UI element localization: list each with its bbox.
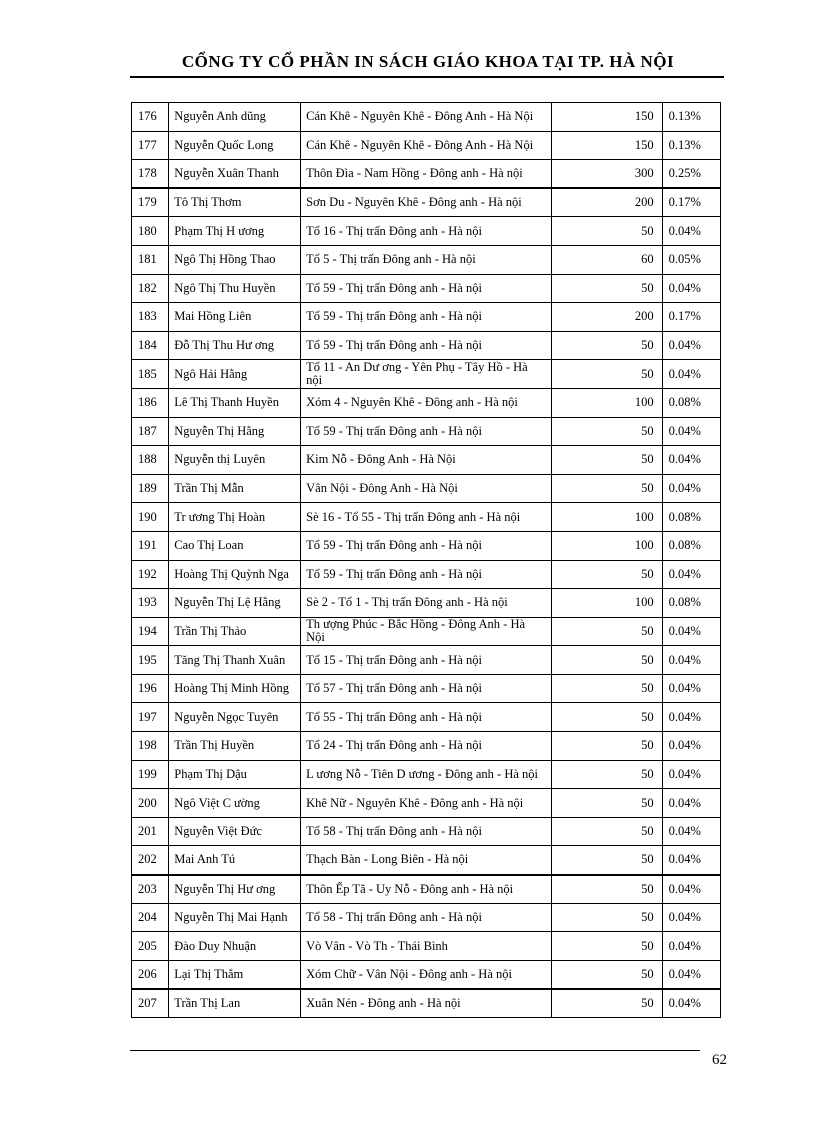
share-quantity: 50 bbox=[551, 817, 662, 846]
shareholder-address: Tổ 59 - Thị trấn Đông anh - Hà nội bbox=[301, 303, 552, 332]
shareholder-name: Nguyễn thị Luyên bbox=[169, 446, 301, 475]
table-row bbox=[132, 846, 721, 875]
shareholder-name: Đỗ Thị Thu Hư ơng bbox=[169, 331, 301, 360]
table-row bbox=[132, 274, 721, 303]
shareholder-address: Thạch Bàn - Long Biên - Hà nội bbox=[301, 846, 552, 875]
row-number: 196 bbox=[132, 674, 169, 703]
table-row bbox=[132, 617, 721, 646]
shareholder-name: Lê Thị Thanh Huyền bbox=[169, 388, 301, 417]
shareholder-address: L ương Nỗ - Tiên D ương - Đông anh - Hà nội bbox=[301, 760, 552, 789]
shareholder-address: Cán Khê - Nguyên Khê - Đông Anh - Hà Nội bbox=[301, 131, 552, 160]
row-number: 180 bbox=[132, 217, 169, 246]
shareholder-name: Nguyễn Thị Hư ơng bbox=[169, 875, 301, 904]
table-row bbox=[132, 131, 721, 160]
shareholder-name: Tr ương Thị Hoàn bbox=[169, 503, 301, 532]
table-row bbox=[132, 703, 721, 732]
share-quantity: 50 bbox=[551, 674, 662, 703]
share-quantity: 60 bbox=[551, 245, 662, 274]
share-percentage: 0.08% bbox=[662, 503, 720, 532]
shareholder-name: Tăng Thị Thanh Xuân bbox=[169, 646, 301, 675]
shareholder-address: Thôn Ếp Tã - Uy Nỗ - Đông anh - Hà nội bbox=[301, 875, 552, 904]
share-percentage: 0.04% bbox=[662, 446, 720, 475]
share-quantity: 50 bbox=[551, 560, 662, 589]
table-row bbox=[132, 103, 721, 132]
shareholder-name: Đào Duy Nhuận bbox=[169, 932, 301, 961]
shareholder-address: Tổ 59 - Thị trấn Đông anh - Hà nội bbox=[301, 274, 552, 303]
shareholder-address: Tổ 5 - Thị trấn Đông anh - Hà nội bbox=[301, 245, 552, 274]
share-quantity: 50 bbox=[551, 446, 662, 475]
shareholder-name: Nguyễn Quốc Long bbox=[169, 131, 301, 160]
row-number: 197 bbox=[132, 703, 169, 732]
share-percentage: 0.13% bbox=[662, 131, 720, 160]
share-quantity: 50 bbox=[551, 474, 662, 503]
share-percentage: 0.17% bbox=[662, 303, 720, 332]
share-quantity: 50 bbox=[551, 875, 662, 904]
row-number: 178 bbox=[132, 160, 169, 189]
share-quantity: 200 bbox=[551, 303, 662, 332]
share-quantity: 100 bbox=[551, 503, 662, 532]
share-percentage: 0.04% bbox=[662, 817, 720, 846]
table-row bbox=[132, 646, 721, 675]
share-percentage: 0.04% bbox=[662, 989, 720, 1018]
table-row bbox=[132, 760, 721, 789]
shareholder-address: Tổ 59 - Thị trấn Đông anh - Hà nội bbox=[301, 531, 552, 560]
row-number: 183 bbox=[132, 303, 169, 332]
row-number: 206 bbox=[132, 960, 169, 989]
share-quantity: 50 bbox=[551, 274, 662, 303]
share-percentage: 0.04% bbox=[662, 474, 720, 503]
shareholder-address: Xóm 4 - Nguyên Khê - Đông anh - Hà nội bbox=[301, 388, 552, 417]
row-number: 179 bbox=[132, 188, 169, 217]
table-row bbox=[132, 531, 721, 560]
row-number: 207 bbox=[132, 989, 169, 1018]
table-row bbox=[132, 932, 721, 961]
shareholder-address: Th ượng Phúc - Bắc Hồng - Đông Anh - Hà Nội bbox=[301, 617, 552, 646]
shareholder-address: Tổ 55 - Thị trấn Đông anh - Hà nội bbox=[301, 703, 552, 732]
row-number: 189 bbox=[132, 474, 169, 503]
shareholder-address: Khê Nữ - Nguyên Khê - Đông anh - Hà nội bbox=[301, 789, 552, 818]
share-percentage: 0.17% bbox=[662, 188, 720, 217]
share-percentage: 0.25% bbox=[662, 160, 720, 189]
share-quantity: 50 bbox=[551, 760, 662, 789]
shareholder-name: Nguyễn Thị Hằng bbox=[169, 417, 301, 446]
share-percentage: 0.04% bbox=[662, 932, 720, 961]
shareholder-address: Thôn Đìa - Nam Hồng - Đông anh - Hà nội bbox=[301, 160, 552, 189]
shareholder-address: Tổ 16 - Thị trấn Đông anh - Hà nội bbox=[301, 217, 552, 246]
row-number: 199 bbox=[132, 760, 169, 789]
table-row bbox=[132, 360, 721, 389]
shareholder-name: Trần Thị Lan bbox=[169, 989, 301, 1018]
row-number: 186 bbox=[132, 388, 169, 417]
row-number: 184 bbox=[132, 331, 169, 360]
table-row bbox=[132, 160, 721, 189]
page-number: 62 bbox=[712, 1052, 727, 1068]
share-percentage: 0.04% bbox=[662, 789, 720, 818]
shareholder-address: Cán Khê - Nguyên Khê - Đông Anh - Hà Nội bbox=[301, 103, 552, 132]
table-row bbox=[132, 245, 721, 274]
share-quantity: 50 bbox=[551, 903, 662, 932]
shareholder-name: Ngô Thị Thu Huyền bbox=[169, 274, 301, 303]
table-row bbox=[132, 417, 721, 446]
share-quantity: 300 bbox=[551, 160, 662, 189]
share-quantity: 150 bbox=[551, 103, 662, 132]
row-number: 193 bbox=[132, 589, 169, 618]
shareholder-address: Vò Vân - Vò Th - Thái Bình bbox=[301, 932, 552, 961]
shareholder-name: Nguyễn Thị Lệ Hằng bbox=[169, 589, 301, 618]
row-number: 192 bbox=[132, 560, 169, 589]
shareholder-address: Kim Nỗ - Đông Anh - Hà Nội bbox=[301, 446, 552, 475]
shareholder-table-body bbox=[132, 103, 721, 1018]
shareholder-address: Sè 16 - Tổ 55 - Thị trấn Đông anh - Hà nội bbox=[301, 503, 552, 532]
table-row bbox=[132, 732, 721, 761]
share-percentage: 0.04% bbox=[662, 760, 720, 789]
footer-divider bbox=[130, 1050, 700, 1051]
shareholder-address: Tổ 58 - Thị trấn Đông anh - Hà nội bbox=[301, 903, 552, 932]
share-percentage: 0.04% bbox=[662, 617, 720, 646]
table-row bbox=[132, 875, 721, 904]
share-quantity: 50 bbox=[551, 646, 662, 675]
table-row bbox=[132, 474, 721, 503]
shareholder-name: Nguyễn Xuân Thanh bbox=[169, 160, 301, 189]
share-percentage: 0.05% bbox=[662, 245, 720, 274]
row-number: 191 bbox=[132, 531, 169, 560]
table-row bbox=[132, 188, 721, 217]
table-row bbox=[132, 331, 721, 360]
share-percentage: 0.04% bbox=[662, 331, 720, 360]
share-percentage: 0.04% bbox=[662, 674, 720, 703]
shareholder-name: Trần Thị Thảo bbox=[169, 617, 301, 646]
table-row bbox=[132, 817, 721, 846]
page-header-title: CỔNG TY CỔ PHẦN IN SÁCH GIÁO KHOA TẠI TP. HÀ NỘI bbox=[181, 52, 675, 71]
share-quantity: 50 bbox=[551, 703, 662, 732]
row-number: 195 bbox=[132, 646, 169, 675]
share-percentage: 0.04% bbox=[662, 703, 720, 732]
row-number: 200 bbox=[132, 789, 169, 818]
shareholder-name: Phạm Thị H ương bbox=[169, 217, 301, 246]
shareholder-address: Tổ 59 - Thị trấn Đông anh - Hà nội bbox=[301, 331, 552, 360]
shareholder-name: Cao Thị Loan bbox=[169, 531, 301, 560]
share-quantity: 50 bbox=[551, 617, 662, 646]
share-quantity: 50 bbox=[551, 360, 662, 389]
shareholder-name: Mai Hồng Liên bbox=[169, 303, 301, 332]
share-quantity: 50 bbox=[551, 932, 662, 961]
row-number: 187 bbox=[132, 417, 169, 446]
shareholder-address: Sè 2 - Tổ 1 - Thị trấn Đông anh - Hà nội bbox=[301, 589, 552, 618]
shareholder-name: Trần Thị Mẫn bbox=[169, 474, 301, 503]
share-percentage: 0.04% bbox=[662, 417, 720, 446]
row-number: 204 bbox=[132, 903, 169, 932]
share-percentage: 0.04% bbox=[662, 846, 720, 875]
share-quantity: 50 bbox=[551, 846, 662, 875]
table-row bbox=[132, 446, 721, 475]
share-percentage: 0.04% bbox=[662, 960, 720, 989]
shareholder-name: Ngô Việt C ường bbox=[169, 789, 301, 818]
share-quantity: 50 bbox=[551, 732, 662, 761]
share-percentage: 0.04% bbox=[662, 646, 720, 675]
table-row bbox=[132, 789, 721, 818]
row-number: 176 bbox=[132, 103, 169, 132]
row-number: 194 bbox=[132, 617, 169, 646]
shareholder-name: Nguyễn Việt Đức bbox=[169, 817, 301, 846]
share-percentage: 0.04% bbox=[662, 360, 720, 389]
shareholder-address: Sơn Du - Nguyên Khê - Đông anh - Hà nội bbox=[301, 188, 552, 217]
table-row bbox=[132, 503, 721, 532]
share-quantity: 50 bbox=[551, 960, 662, 989]
row-number: 181 bbox=[132, 245, 169, 274]
shareholder-name: Mai Anh Tú bbox=[169, 846, 301, 875]
shareholder-address: Vân Nội - Đông Anh - Hà Nội bbox=[301, 474, 552, 503]
shareholder-name: Hoàng Thị Quỳnh Nga bbox=[169, 560, 301, 589]
header-divider bbox=[130, 76, 724, 78]
row-number: 203 bbox=[132, 875, 169, 904]
shareholder-table bbox=[131, 102, 721, 1018]
shareholder-name: Ngô Hải Hằng bbox=[169, 360, 301, 389]
row-number: 198 bbox=[132, 732, 169, 761]
share-percentage: 0.08% bbox=[662, 531, 720, 560]
share-quantity: 100 bbox=[551, 589, 662, 618]
row-number: 177 bbox=[132, 131, 169, 160]
table-row bbox=[132, 674, 721, 703]
shareholder-name: Phạm Thị Dậu bbox=[169, 760, 301, 789]
row-number: 182 bbox=[132, 274, 169, 303]
shareholder-name: Trần Thị Huyền bbox=[169, 732, 301, 761]
table-row bbox=[132, 903, 721, 932]
share-quantity: 200 bbox=[551, 188, 662, 217]
row-number: 202 bbox=[132, 846, 169, 875]
shareholder-name: Nguyễn Ngọc Tuyên bbox=[169, 703, 301, 732]
share-quantity: 100 bbox=[551, 388, 662, 417]
table-row bbox=[132, 388, 721, 417]
shareholder-name: Nguyễn Anh dũng bbox=[169, 103, 301, 132]
share-quantity: 50 bbox=[551, 331, 662, 360]
share-percentage: 0.04% bbox=[662, 217, 720, 246]
share-percentage: 0.08% bbox=[662, 388, 720, 417]
share-percentage: 0.04% bbox=[662, 274, 720, 303]
row-number: 188 bbox=[132, 446, 169, 475]
share-percentage: 0.04% bbox=[662, 560, 720, 589]
row-number: 205 bbox=[132, 932, 169, 961]
table-row bbox=[132, 303, 721, 332]
shareholder-name: Ngô Thị Hồng Thao bbox=[169, 245, 301, 274]
table-row bbox=[132, 989, 721, 1018]
shareholder-address: Tổ 11 - An Dư ơng - Yên Phụ - Tây Hồ - Hà nội bbox=[301, 360, 552, 389]
shareholder-name: Lại Thị Thắm bbox=[169, 960, 301, 989]
shareholder-address: Tổ 59 - Thị trấn Đông anh - Hà nội bbox=[301, 560, 552, 589]
shareholder-name: Hoàng Thị Minh Hồng bbox=[169, 674, 301, 703]
share-quantity: 150 bbox=[551, 131, 662, 160]
share-quantity: 50 bbox=[551, 989, 662, 1018]
share-quantity: 50 bbox=[551, 789, 662, 818]
shareholder-address: Tổ 24 - Thị trấn Đông anh - Hà nội bbox=[301, 732, 552, 761]
share-percentage: 0.04% bbox=[662, 903, 720, 932]
shareholder-address: Xuân Nén - Đông anh - Hà nội bbox=[301, 989, 552, 1018]
share-quantity: 50 bbox=[551, 217, 662, 246]
table-row bbox=[132, 960, 721, 989]
shareholder-address: Tổ 58 - Thị trấn Đông anh - Hà nội bbox=[301, 817, 552, 846]
share-percentage: 0.08% bbox=[662, 589, 720, 618]
shareholder-address: Xóm Chữ - Vân Nội - Đông anh - Hà nội bbox=[301, 960, 552, 989]
shareholder-table-container bbox=[131, 102, 721, 1018]
row-number: 190 bbox=[132, 503, 169, 532]
share-quantity: 100 bbox=[551, 531, 662, 560]
table-row bbox=[132, 589, 721, 618]
shareholder-address: Tổ 15 - Thị trấn Đông anh - Hà nội bbox=[301, 646, 552, 675]
shareholder-address: Tổ 59 - Thị trấn Đông anh - Hà nội bbox=[301, 417, 552, 446]
share-percentage: 0.04% bbox=[662, 875, 720, 904]
table-row bbox=[132, 560, 721, 589]
share-quantity: 50 bbox=[551, 417, 662, 446]
shareholder-name: Tô Thị Thơm bbox=[169, 188, 301, 217]
share-percentage: 0.13% bbox=[662, 103, 720, 132]
shareholder-address: Tổ 57 - Thị trấn Đông anh - Hà nội bbox=[301, 674, 552, 703]
shareholder-name: Nguyễn Thị Mai Hạnh bbox=[169, 903, 301, 932]
share-percentage: 0.04% bbox=[662, 732, 720, 761]
table-row bbox=[132, 217, 721, 246]
row-number: 201 bbox=[132, 817, 169, 846]
row-number: 185 bbox=[132, 360, 169, 389]
